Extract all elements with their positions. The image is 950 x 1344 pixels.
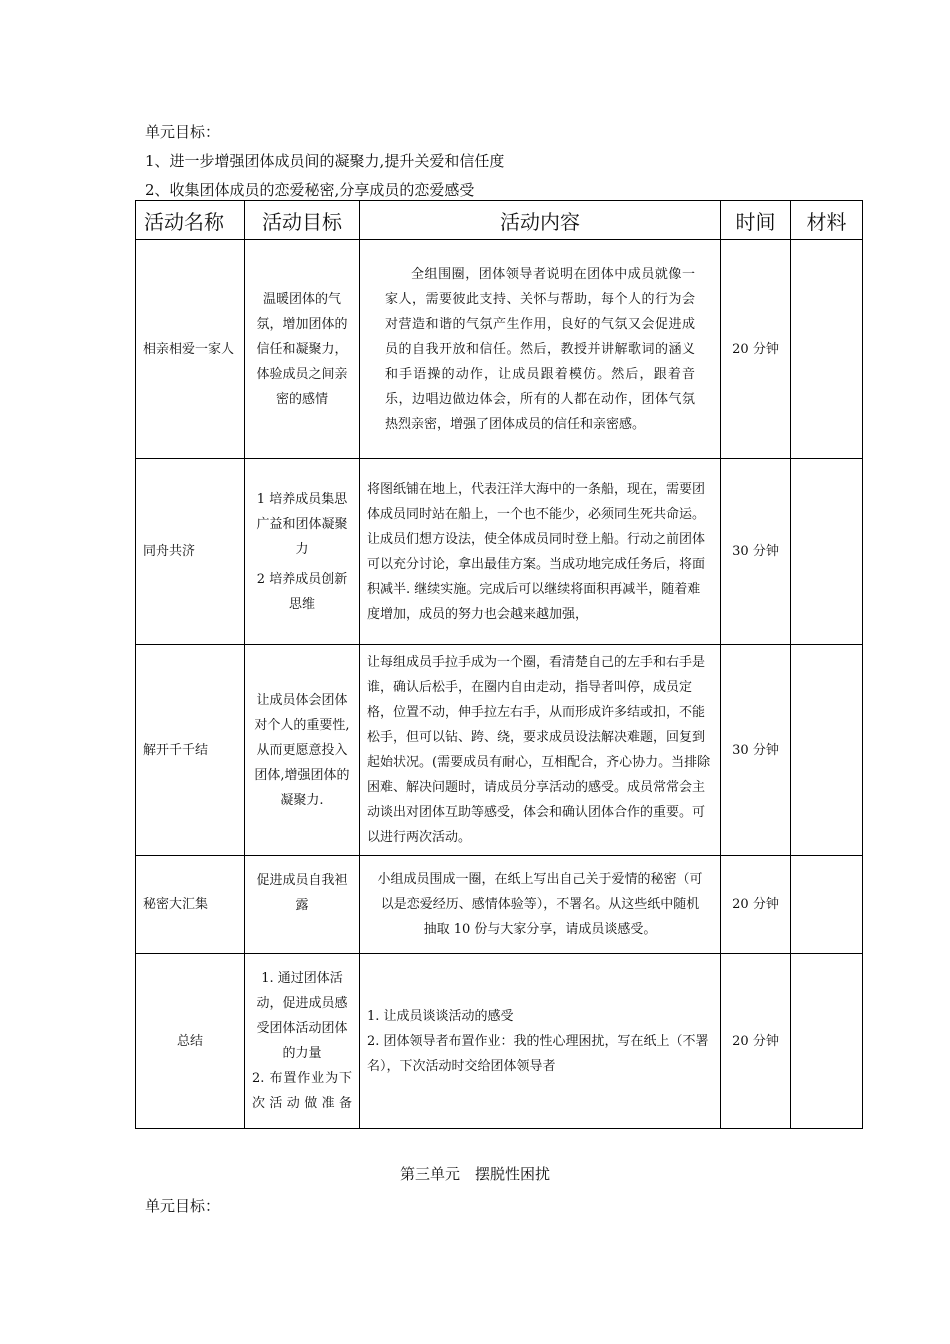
header-material: 材料 bbox=[791, 201, 863, 240]
activity-time: 20 分钟 bbox=[721, 856, 791, 954]
activity-time: 20 分钟 bbox=[721, 240, 791, 459]
table-row bbox=[136, 954, 863, 1129]
activity-table bbox=[135, 200, 863, 1129]
activity-time: 30 分钟 bbox=[721, 459, 791, 645]
table-header-row bbox=[136, 201, 863, 240]
activity-goal-line: 2 培养成员创新思维 bbox=[256, 571, 348, 612]
activity-time: 30 分钟 bbox=[721, 645, 791, 856]
unit-goal-heading: 单元目标： bbox=[145, 123, 221, 141]
activity-material bbox=[791, 459, 863, 645]
activity-content bbox=[360, 954, 721, 1129]
unit-intro bbox=[145, 118, 504, 205]
activity-goal-line: 2. 布置作业为下次活动做准备 bbox=[252, 1071, 352, 1111]
unit-goal-1: 1、进一步增强团体成员间的凝聚力,提升关爱和信任度 bbox=[145, 152, 505, 170]
activity-material bbox=[791, 645, 863, 856]
table-row bbox=[136, 645, 863, 856]
activity-content-line: 1. 让成员谈谈活动的感受 bbox=[367, 1008, 514, 1024]
activity-name: 同舟共济 bbox=[136, 459, 245, 645]
activity-goal bbox=[245, 459, 360, 645]
table-row bbox=[136, 459, 863, 645]
activity-goal-line: 1. 通过团体活动，促进成员感受团体活动团体的力量 bbox=[256, 971, 348, 1061]
activity-goal-line: 1 培养成员集思广益和团体凝聚力 bbox=[256, 491, 348, 557]
activity-content: 将图纸铺在地上，代表汪洋大海中的一条船，现在，需要团体成员同时站在船上，一个也不能少，必须同生死共命运。让成员们想方设法，使全体成员同时登上船。行动之前团体可以充分讨论，拿出最佳方案。当成功地完成任务后，将面积减半. 继续实施。完成后可以继续将面积再减半，随着难度增加，成员的努力也会越来越加强， bbox=[360, 459, 721, 645]
activity-name: 总结 bbox=[136, 954, 245, 1129]
header-time: 时间 bbox=[721, 201, 791, 240]
activity-material bbox=[791, 240, 863, 459]
activity-name: 解开千千结 bbox=[136, 645, 245, 856]
table-row bbox=[136, 856, 863, 954]
activity-material bbox=[791, 856, 863, 954]
activity-goal: 促进成员自我袒露 bbox=[245, 856, 360, 954]
activity-name: 秘密大汇集 bbox=[136, 856, 245, 954]
activity-goal: 温暖团体的气氛，增加团体的信任和凝聚力，体验成员之间亲密的感情 bbox=[245, 240, 360, 459]
unit-goal-2: 2、收集团体成员的恋爱秘密,分享成员的恋爱感受 bbox=[145, 181, 475, 199]
table-row bbox=[136, 240, 863, 459]
activity-goal: 让成员体会团体对个人的重要性,从而更愿意投入团体,增强团体的凝聚力. bbox=[245, 645, 360, 856]
activity-content: 小组成员围成一圈，在纸上写出自己关于爱情的秘密（可以是恋爱经历、感情体验等），不署名。从这些纸中随机抽取 10 份与大家分享，请成员谈感受。 bbox=[360, 856, 721, 954]
activity-time: 20 分钟 bbox=[721, 954, 791, 1129]
activity-content bbox=[360, 240, 721, 459]
activity-material bbox=[791, 954, 863, 1129]
next-unit-goal-heading: 单元目标： bbox=[145, 1197, 221, 1215]
next-unit-title: 第三单元 摆脱性困扰 bbox=[399, 1165, 550, 1183]
activity-name: 相亲相爱一家人 bbox=[136, 240, 245, 459]
activity-content: 让每组成员手拉手成为一个圈，看清楚自己的左手和右手是谁，确认后松手，在圈内自由走动，指导者叫停，成员定格，位置不动，伸手拉左右手，从而形成许多结或扣，不能松手，但可以钻、跨、绕，要求成员设法解决难题，回复到起始状况。(需要成员有耐心，互相配合，齐心协力。当排除困难、解决问题时，请成员分享活动的感受。成员常常会主动谈出对团体互助等感受，体会和确认团体合作的重要。可以进行两次活动。 bbox=[360, 645, 721, 856]
header-activity-content: 活动内容 bbox=[360, 201, 721, 240]
activity-content-line: 2. 团体领导者布置作业：我的性心理困扰，写在纸上（不署名），下次活动时交给团体领导者 bbox=[367, 1033, 709, 1074]
activity-content-text: 全组围圈，团体领导者说明在团体中成员就像一家人，需要彼此支持、关怀与帮助，每个人的行为会对营造和谐的气氛产生作用，良好的气氛又会促进成员的自我开放和信任。然后，教授并讲解歌词的涵义和手语操的动作，让成员跟着模仿。然后，跟着音乐，边唱边做边体会，所有的人都在动作，团体气氛热烈亲密，增强了团体成员的信任和亲密感。 bbox=[385, 266, 695, 432]
activity-goal bbox=[245, 954, 360, 1129]
header-activity-goal: 活动目标 bbox=[245, 201, 360, 240]
header-activity-name: 活动名称 bbox=[136, 201, 245, 240]
